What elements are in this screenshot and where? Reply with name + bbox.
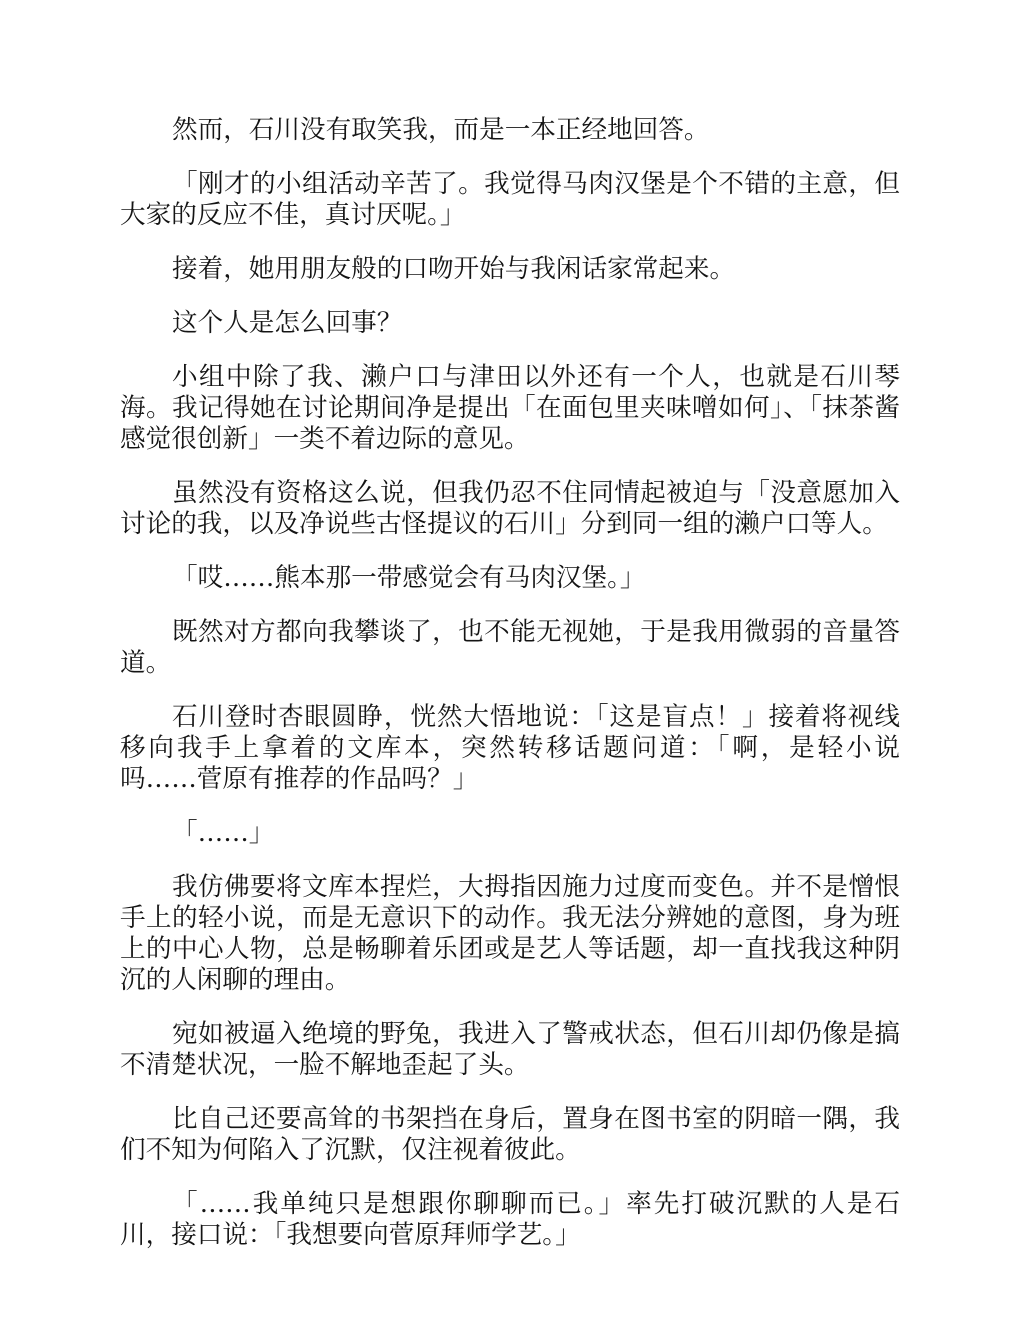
paragraph: 「……」 (172, 818, 275, 848)
paragraph: 这个人是怎么回事？ (172, 308, 403, 338)
paragraph: 「哎……熊本那一带感觉会有马肉汉堡。」 (172, 563, 646, 593)
paragraph: 既然对方都向我攀谈了，也不能无视她，于是我用微弱的音量答道。 (120, 617, 900, 678)
paragraph: 小组中除了我、濑户口与津田以外还有一个人，也就是石川琴海。我记得她在讨论期间净是提出「在面包里夹味噌如何」、「抹茶酱感觉很创新」一类不着边际的意见。 (120, 362, 900, 454)
paragraph: 石川登时杏眼圆睁，恍然大悟地说：「这是盲点！」接着将视线移向我手上拿着的文库本，突然转移话题问道：「啊，是轻小说吗……菅原有推荐的作品吗？」 (120, 702, 900, 794)
paragraph: 然而，石川没有取笑我，而是一本正经地回答。 (172, 115, 710, 145)
paragraph: 我仿佛要将文库本捏烂，大拇指因施力过度而变色。并不是憎恨手上的轻小说，而是无意识下的动作。我无法分辨她的意图，身为班上的中心人物，总是畅聊着乐团或是艺人等话题，却一直找我这种阴沉的人闲聊的理由。 (120, 872, 900, 995)
paragraph: 宛如被逼入绝境的野兔，我进入了警戒状态，但石川却仍像是搞不清楚状况，一脸不解地歪起了头。 (120, 1019, 900, 1080)
document-page (120, 115, 900, 1274)
paragraph: 虽然没有资格这么说，但我仍忍不住同情起被迫与「没意愿加入讨论的我，以及净说些古怪提议的石川」分到同一组的濑户口等人。 (120, 478, 900, 539)
paragraph: 「刚才的小组活动辛苦了。我觉得马肉汉堡是个不错的主意，但大家的反应不佳，真讨厌呢。」 (120, 169, 900, 230)
paragraph: 「……我单纯只是想跟你聊聊而已。」率先打破沉默的人是石川，接口说：「我想要向菅原拜师学艺。」 (120, 1189, 900, 1250)
paragraph: 比自己还要高耸的书架挡在身后，置身在图书室的阴暗一隅，我们不知为何陷入了沉默，仅注视着彼此。 (120, 1104, 900, 1165)
paragraph: 接着，她用朋友般的口吻开始与我闲话家常起来。 (172, 254, 736, 284)
